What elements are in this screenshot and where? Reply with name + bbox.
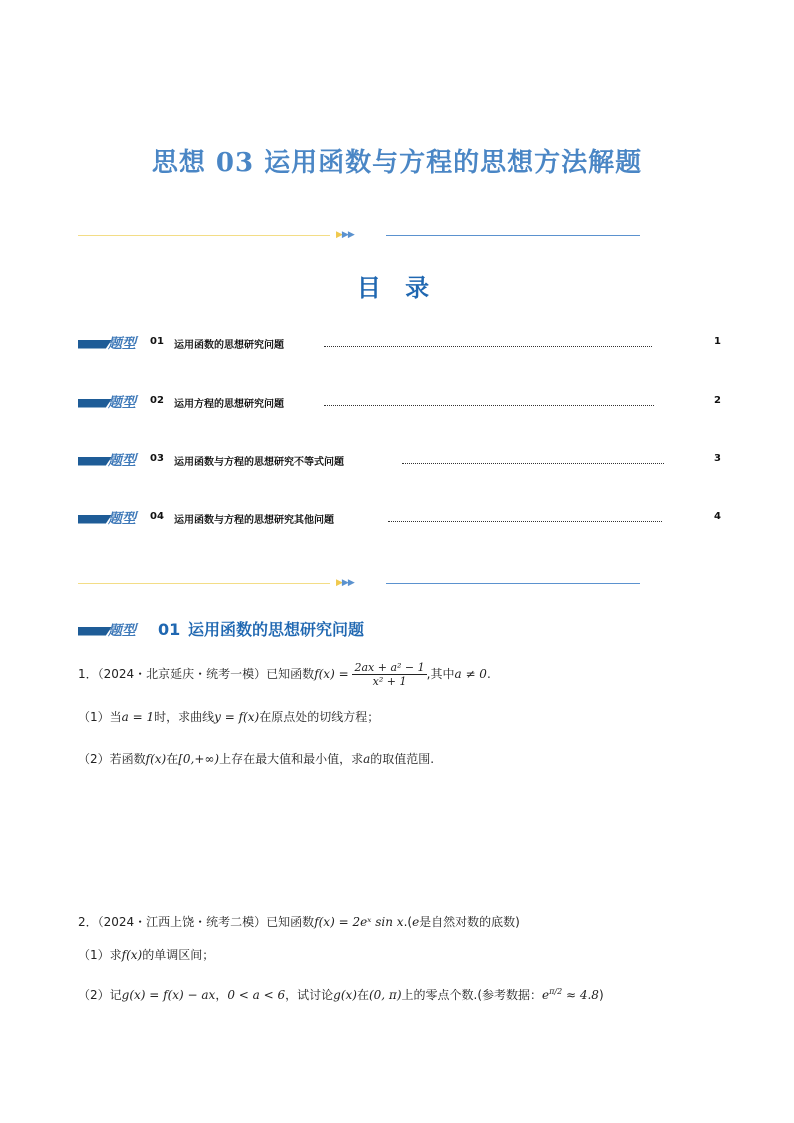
section-heading-01 [78, 619, 365, 643]
toc-number: 04 [150, 511, 164, 522]
toc-entry-04[interactable] [78, 508, 728, 528]
toc-number: 03 [150, 453, 164, 464]
document-title: 思想 03 运用函数与方程的思想方法解题 [151, 148, 643, 178]
toc-entry-02[interactable] [78, 392, 728, 412]
toc-entry-01[interactable] [78, 333, 728, 353]
toc-label: 运用函数与方程的思想研究不等式问题 [174, 457, 344, 468]
type-badge: 题型 [78, 621, 142, 641]
type-badge: 题型 [78, 451, 142, 471]
toc-leader [324, 405, 654, 406]
type-badge: 题型 [78, 334, 142, 354]
divider-bottom [78, 579, 640, 589]
question-1-part-2: （2）若函数f(x)在[0,+∞)上存在最大值和最小值，求a的取值范围. [78, 752, 435, 766]
question-2-part-1: （1）求f(x)的单调区间； [78, 948, 215, 962]
toc-leader [324, 346, 652, 347]
question-1-stem: 1．（2024・北京延庆・统考一模）已知函数f(x) = $\frac{\text{2ax + a² − 1}}{\text{x² + 1}}$ ,其中a ≠ 0. [78, 661, 491, 688]
toc-page: 4 [714, 511, 721, 522]
question-2-part-2: （2）记g(x) = f(x) − ax，0 < a < 6，试讨论g(x)在(0, π)上的零点个数.(参考数据：$e^{\pi/2} \approx 4.8$) [78, 987, 604, 1002]
toc-entry-03[interactable] [78, 450, 728, 470]
toc-label: 运用函数与方程的思想研究其他问题 [174, 515, 334, 526]
section-label: 运用函数的思想研究问题 [188, 620, 365, 639]
toc-page: 2 [714, 395, 721, 406]
question-2-stem: 2．（2024・江西上饶・统考二模）已知函数f(x) = 2eˣ sin x.(e是自然对数的底数) [78, 915, 520, 929]
toc-number: 02 [150, 395, 164, 406]
arrow-right-icon: ▶▶▶ [336, 230, 354, 240]
toc-page: 1 [714, 336, 721, 347]
arrow-right-icon: ▶▶▶ [336, 578, 354, 588]
toc-label: 运用函数的思想研究问题 [174, 340, 284, 351]
toc-leader [388, 521, 662, 522]
divider-top [78, 231, 640, 241]
type-badge: 题型 [78, 509, 142, 529]
question-1-part-1: （1）当a = 1时，求曲线y = f(x)在原点处的切线方程； [78, 710, 380, 724]
type-badge: 题型 [78, 393, 142, 413]
toc-label: 运用方程的思想研究问题 [174, 399, 284, 410]
toc-page: 3 [714, 453, 721, 464]
fraction: $\frac{\text{2ax + a² − 1}}{\text{x² + 1}}$ [354, 661, 425, 688]
toc-leader [402, 463, 664, 464]
toc-heading: 目 录 [356, 274, 438, 302]
toc-number: 01 [150, 336, 164, 347]
section-number: 01 [158, 620, 181, 639]
